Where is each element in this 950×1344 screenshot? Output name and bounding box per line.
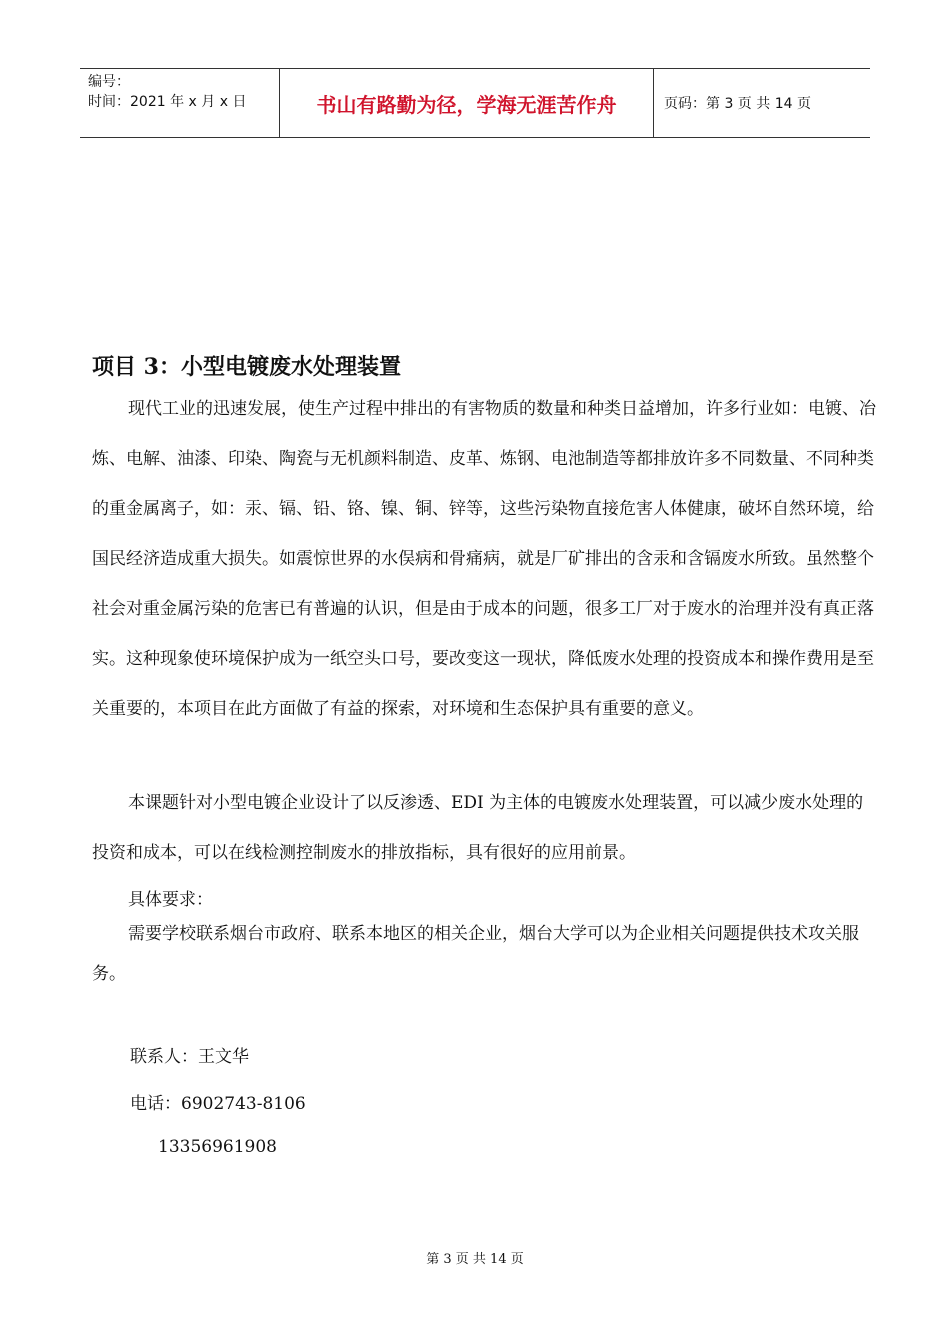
section-title: 项目 3：小型电镀废水处理装置 bbox=[92, 354, 401, 380]
header-left-cell bbox=[80, 69, 280, 137]
paragraph-1 bbox=[92, 384, 878, 734]
contact-person: 联系人：王文华 bbox=[130, 1047, 249, 1067]
requirements-text: 需要学校联系烟台市政府、联系本地区的相关企业，烟台大学可以为企业相关问题提供技术攻关服务。 bbox=[92, 924, 859, 984]
paragraph-1-text: 现代工业的迅速发展，使生产过程中排出的有害物质的数量和种类日益增加，许多行业如：电镀、冶炼、电解、油漆、印染、陶瓷与无机颜料制造、皮革、炼钢、电池制造等都排放许多不同数量、不同种类的重金属离子，如：汞、镉、铅、铬、镍、铜、锌等，这些污染物直接危害人体健康，破坏自然环境，给国民经济造成重大损失。如震惊世界的水俣病和骨痛病，就是厂矿排出的含汞和含镉废水所致。虽然整个社会对重金属污染的危害已有普遍的认识，但是由于成本的问题，很多工厂对于废水的治理并没有真正落实。这种现象使环境保护成为一纸空头口号，要改变这一现状，降低废水处理的投资成本和操作费用是至关重要的，本项目在此方面做了有益的探索，对环境和生态保护具有重要的意义。 bbox=[92, 399, 876, 719]
number-label: 编号： bbox=[88, 74, 130, 90]
date-label: 时间：2021 年 x 月 x 日 bbox=[88, 94, 247, 110]
requirements-body bbox=[92, 914, 878, 994]
header-table bbox=[80, 68, 870, 138]
contact-mobile: 13356961908 bbox=[158, 1137, 277, 1157]
page-footer: 第 3 页 共 14 页 bbox=[426, 1252, 524, 1267]
page-info: 页码：第 3 页 共 14 页 bbox=[664, 96, 811, 112]
contact-phone: 电话：6902743-8106 bbox=[130, 1094, 306, 1114]
paragraph-2-text: 本课题针对小型电镀企业设计了以反渗透、EDI 为主体的电镀废水处理装置，可以减少废水处理的投资和成本，可以在线检测控制废水的排放指标，具有很好的应用前景。 bbox=[92, 793, 864, 863]
motto: 书山有路勤为径，学海无涯苦作舟 bbox=[280, 69, 654, 137]
requirements-heading: 具体要求： bbox=[128, 890, 213, 910]
paragraph-2 bbox=[92, 778, 878, 878]
